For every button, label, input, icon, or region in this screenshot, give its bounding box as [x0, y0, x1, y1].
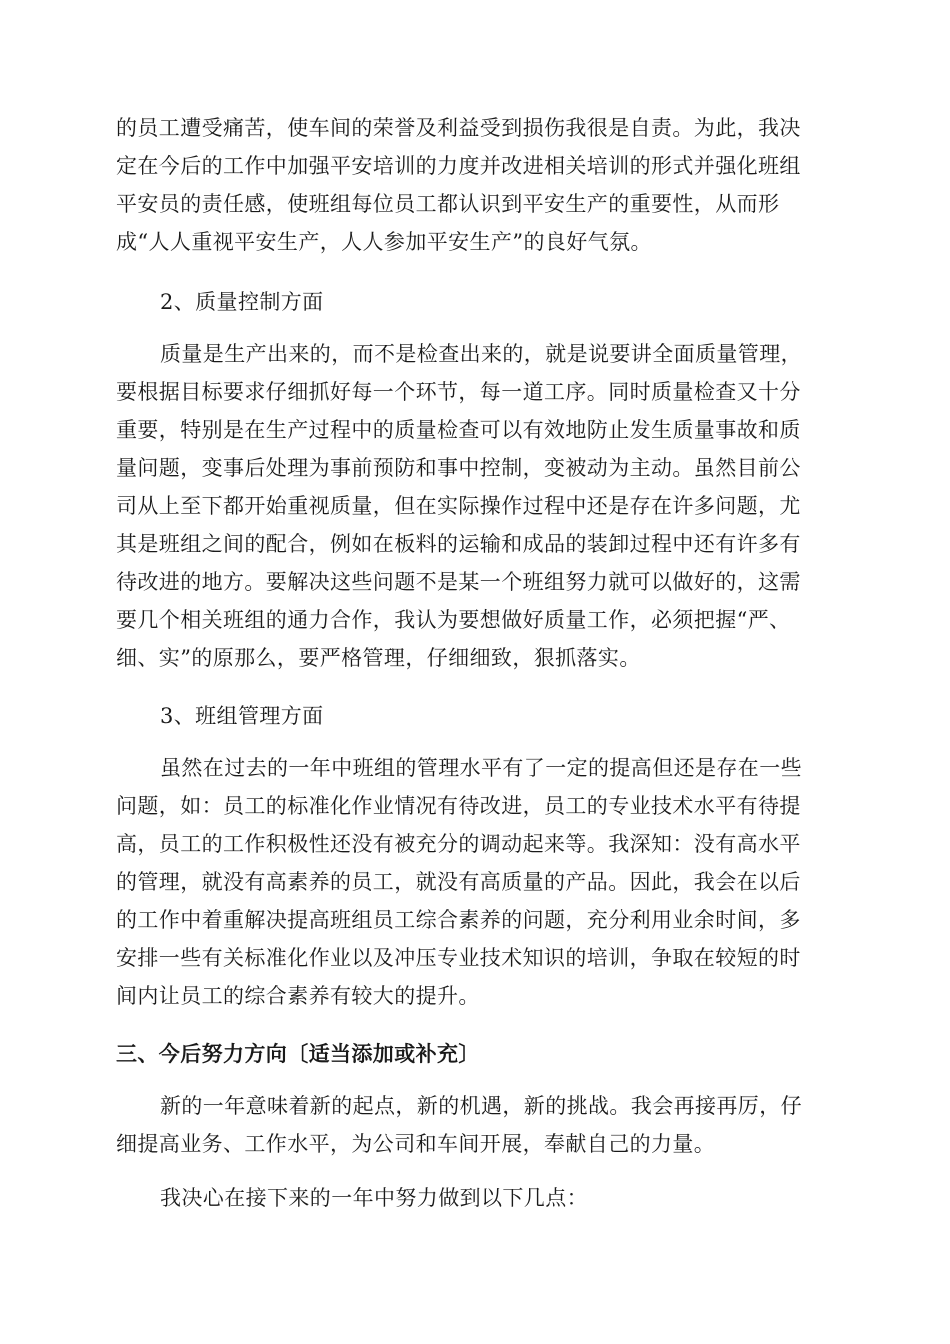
paragraph-line: 待改进的地方。要解决这些问题不是某一个班组努力就可以做好的，这需 — [116, 570, 801, 594]
paragraph-line: 间内让员工的综合素养有较大的提升。 — [116, 984, 480, 1008]
paragraph-line: 细、实”的原那么，要严格管理，仔细细致，狠抓落实。 — [116, 646, 641, 670]
paragraph-line: 其是班组之间的配合，例如在板料的运输和成品的装卸过程中还有许多有 — [116, 532, 801, 556]
paragraph-line: 要根据目标要求仔细抓好每一个环节，每一道工序。同时质量检查又十分 — [116, 380, 801, 404]
paragraph-line: 重要，特别是在生产过程中的质量检查可以有效地防止发生质量事故和质 — [116, 418, 801, 442]
paragraph-line: 新的一年意味着新的起点，新的机遇，新的挑战。我会再接再厉，仔 — [160, 1094, 802, 1118]
paragraph-line: 细提高业务、工作水平，为公司和车间开展，奉献自己的力量。 — [116, 1132, 716, 1156]
section-heading: 三、今后努力方向〔适当添加或补充〕 — [116, 1042, 480, 1066]
paragraph-line: 高，员工的工作积极性还没有被充分的调动起来等。我深知：没有高水平 — [116, 832, 801, 856]
paragraph-line: 定在今后的工作中加强平安培训的力度并改进相关培训的形式并强化班组 — [116, 154, 801, 178]
paragraph-line: 安排一些有关标准化作业以及冲压专业技术知识的培训，争取在较短的时 — [116, 946, 801, 970]
paragraph-line: 司从上至下都开始重视质量，但在实际操作过程中还是存在许多问题，尤 — [116, 494, 801, 518]
paragraph-line: 虽然在过去的一年中班组的管理水平有了一定的提高但还是存在一些 — [160, 756, 802, 780]
paragraph-line: 问题，如：员工的标准化作业情况有待改进，员工的专业技术水平有待提 — [116, 794, 801, 818]
paragraph-line: 的管理，就没有高素养的员工，就没有高质量的产品。因此，我会在以后 — [116, 870, 801, 894]
paragraph-line: 成“人人重视平安生产，人人参加平安生产”的良好气氛。 — [116, 230, 652, 254]
paragraph-line: 我决心在接下来的一年中努力做到以下几点： — [160, 1186, 588, 1210]
paragraph-line: 量问题，变事后处理为事前预防和事中控制，变被动为主动。虽然目前公 — [116, 456, 801, 480]
subsection-heading: 2、质量控制方面 — [160, 290, 324, 314]
paragraph-line: 的员工遭受痛苦，使车间的荣誉及利益受到损伤我很是自责。为此，我决 — [116, 116, 801, 140]
paragraph-line: 平安员的责任感，使班组每位员工都认识到平安生产的重要性，从而形 — [116, 192, 780, 216]
paragraph-line: 质量是生产出来的，而不是检查出来的，就是说要讲全面质量管理， — [160, 342, 802, 366]
subsection-heading: 3、班组管理方面 — [160, 704, 324, 728]
paragraph-line: 要几个相关班组的通力合作，我认为要想做好质量工作，必须把握“严、 — [116, 608, 791, 632]
paragraph-line: 的工作中着重解决提高班组员工综合素养的问题，充分利用业余时间，多 — [116, 908, 801, 932]
